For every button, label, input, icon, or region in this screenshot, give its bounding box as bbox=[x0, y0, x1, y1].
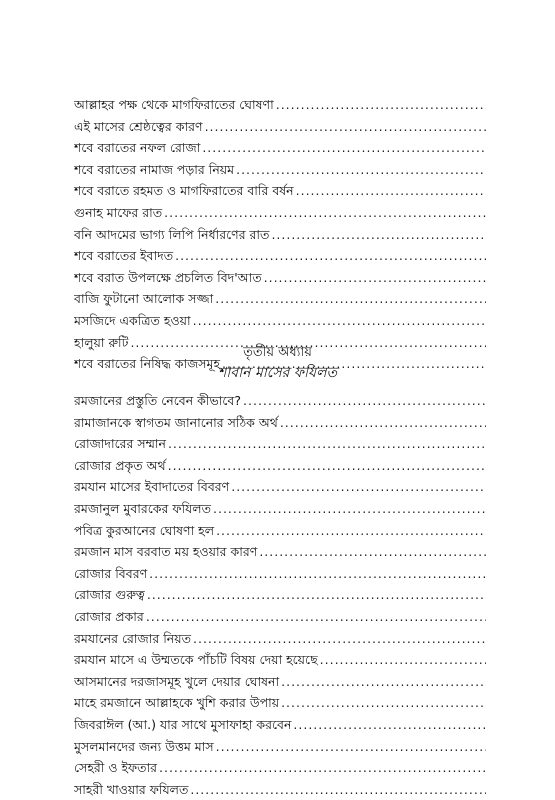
dot-leader bbox=[293, 714, 486, 736]
toc-entry[interactable] bbox=[74, 671, 486, 693]
toc-entry[interactable] bbox=[74, 692, 486, 714]
dot-leader bbox=[216, 736, 486, 758]
toc-entry[interactable] bbox=[74, 433, 486, 455]
dot-leader bbox=[243, 390, 486, 412]
dot-leader bbox=[175, 245, 486, 267]
toc-entry-label: মুসলমানদের জন্য উত্তম মাস bbox=[74, 738, 214, 754]
toc-entry-label: শবে বরাতের ইবাদত bbox=[74, 248, 174, 264]
toc-entry[interactable] bbox=[74, 736, 486, 758]
dot-leader bbox=[193, 310, 486, 332]
toc-entry-label: জিবরাঈল (আ.) যার সাথে মুসাফাহা করবেন bbox=[74, 716, 292, 732]
toc-entry[interactable] bbox=[74, 180, 486, 202]
toc-entry[interactable] bbox=[74, 224, 486, 246]
chapter-title: শাবান মাসের ফযিলত bbox=[217, 365, 338, 381]
toc-entry-label: রামাজানকে স্বাগতম জানানোর সঠিক অর্থ bbox=[74, 414, 278, 430]
dot-leader bbox=[147, 584, 486, 606]
toc-entry[interactable] bbox=[74, 310, 486, 332]
toc-entry[interactable] bbox=[74, 159, 486, 181]
chapter-number: তৃতীয় অধ্যায় bbox=[243, 345, 312, 360]
toc-entry-label: মসজিদে একত্রিত হওয়া bbox=[74, 312, 191, 328]
toc-entry-label: হালুয়া রুটি bbox=[74, 334, 129, 350]
dot-leader bbox=[190, 779, 486, 800]
toc-entry-label: শবে বরাতের নফল রোজা bbox=[74, 140, 201, 156]
toc-entry[interactable] bbox=[74, 116, 486, 138]
toc-entry-label: রমযান মাসে এ উম্মতকে পাঁচটি বিষয় দেয়া হয়েছে bbox=[74, 652, 318, 668]
toc-entry-label: রমজান মাস বরবাত ময় হওয়ার কারণ bbox=[74, 544, 258, 560]
toc-entry[interactable] bbox=[74, 498, 486, 520]
dot-leader bbox=[320, 649, 486, 671]
dot-leader bbox=[146, 606, 486, 628]
toc-entry[interactable] bbox=[74, 390, 486, 412]
dot-leader bbox=[159, 757, 486, 779]
toc-entry-label: এই মাসের শ্রেষ্ঠত্বের কারণ bbox=[74, 118, 203, 134]
toc-entry-label: বনি আদমের ভাগ্য লিপি নির্ধারণের রাত bbox=[74, 226, 270, 242]
toc-entry-label: শবে বরাতের নামাজ পড়ার নিয়ম bbox=[74, 161, 235, 177]
toc-entry-label: রোজার প্রকৃত অর্থ bbox=[74, 457, 166, 473]
toc-section-1 bbox=[74, 94, 486, 375]
toc-entry-label: সেহরী ও ইফতার bbox=[74, 760, 158, 776]
toc-entry-label: রোজার বিবরণ bbox=[74, 565, 148, 581]
toc-entry-label: রোজার প্রকার bbox=[74, 608, 144, 624]
dot-leader bbox=[164, 202, 486, 224]
dot-leader bbox=[205, 116, 486, 138]
toc-entry-label: শবে বরাতের নিষিদ্ধ কাজসমূহ bbox=[74, 356, 221, 372]
dot-leader bbox=[281, 692, 486, 714]
toc-entry-label: শবে বরাত উপলক্ষে প্রচলিত বিদ'আত bbox=[74, 269, 262, 285]
dot-leader bbox=[149, 563, 486, 585]
toc-entry[interactable] bbox=[74, 412, 486, 434]
toc-entry[interactable] bbox=[74, 628, 486, 650]
toc-entry[interactable] bbox=[74, 245, 486, 267]
toc-entry[interactable] bbox=[74, 757, 486, 779]
dot-leader bbox=[168, 455, 486, 477]
dot-leader bbox=[202, 137, 486, 159]
toc-entry[interactable] bbox=[74, 649, 486, 671]
toc-entry[interactable] bbox=[74, 563, 486, 585]
dot-leader bbox=[193, 628, 486, 650]
toc-entry[interactable] bbox=[74, 714, 486, 736]
toc-entry-label: আল্লাহর পক্ষ থেকে মাগফিরাতের ঘোষণা bbox=[74, 97, 274, 112]
dot-leader bbox=[271, 224, 486, 246]
dot-leader bbox=[168, 433, 486, 455]
toc-entry-label: গুনাহ মাফের রাত bbox=[74, 204, 163, 220]
dot-leader bbox=[236, 159, 486, 181]
toc-entry-label: পবিত্র কুরআনের ঘোষণা হল bbox=[74, 522, 215, 538]
dot-leader bbox=[281, 671, 486, 693]
toc-entry-label: রোজার গুরুত্ব bbox=[74, 587, 145, 603]
toc-section-2 bbox=[74, 390, 486, 800]
toc-entry-label: রোজাদারের সম্মান bbox=[74, 436, 166, 452]
toc-entry[interactable] bbox=[74, 779, 486, 800]
toc-entry-label: রমযান মাসের ইবাদাতের বিবরণ bbox=[74, 479, 230, 495]
toc-entry-label: শবে বরাতে রহমত ও মাগফিরাতের বারি বর্ষন bbox=[74, 183, 294, 199]
toc-entry[interactable] bbox=[74, 476, 486, 498]
dot-leader bbox=[216, 520, 486, 542]
toc-entry[interactable] bbox=[74, 202, 486, 224]
toc-entry-label: আসমানের দরজাসমূহ খুলে দেয়ার ঘোষনা bbox=[74, 673, 280, 689]
dot-leader bbox=[215, 288, 486, 310]
toc-entry[interactable] bbox=[74, 520, 486, 542]
toc-entry-label: বাজি ফুটানো আলোক সজ্জা bbox=[74, 291, 214, 307]
toc-entry[interactable] bbox=[74, 455, 486, 477]
dot-leader bbox=[264, 267, 486, 289]
dot-leader bbox=[213, 498, 486, 520]
toc-entry-label: রমজানের প্রস্তুতি নেবেন কীভাবে? bbox=[74, 393, 242, 408]
toc-entry-label: রমজানুল মুবারকের ফযিলত bbox=[74, 500, 211, 516]
dot-leader bbox=[259, 541, 486, 563]
toc-entry-label: রমযানের রোজার নিয়ত bbox=[74, 630, 191, 646]
toc-entry[interactable] bbox=[74, 288, 486, 310]
toc-entry[interactable] bbox=[74, 267, 486, 289]
dot-leader bbox=[231, 476, 486, 498]
toc-entry-label: মাহে রমজানে আল্লাহকে খুশি করার উপায় bbox=[74, 695, 280, 711]
dot-leader bbox=[276, 94, 486, 116]
toc-entry[interactable] bbox=[74, 94, 486, 116]
toc-entry[interactable] bbox=[74, 541, 486, 563]
toc-entry[interactable] bbox=[74, 606, 486, 628]
toc-entry-label: সাহরী খাওয়ার ফযিলত bbox=[74, 781, 189, 797]
toc-entry[interactable] bbox=[74, 584, 486, 606]
toc-entry[interactable] bbox=[74, 137, 486, 159]
dot-leader bbox=[296, 180, 486, 202]
dot-leader bbox=[280, 412, 486, 434]
